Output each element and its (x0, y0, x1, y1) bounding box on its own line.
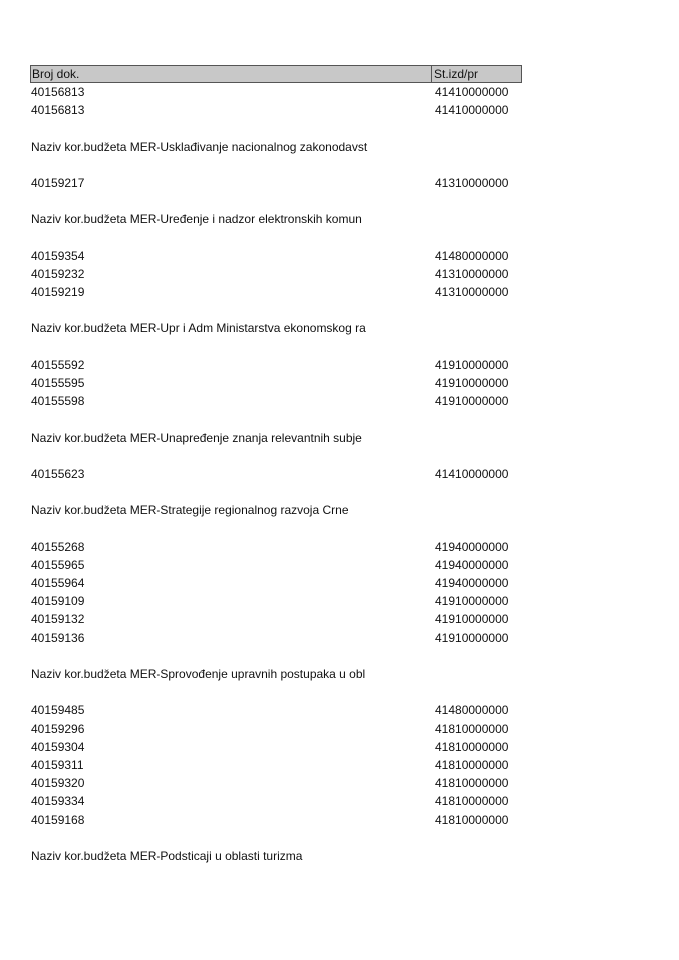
blank-row (30, 119, 522, 137)
doc-number-cell: 40159132 (31, 612, 85, 627)
table-row (30, 738, 522, 756)
blank-row (30, 520, 522, 538)
item-code-cell: 41310000000 (435, 175, 509, 190)
column-header-item-code: St.izd/pr (434, 67, 479, 81)
item-code-cell: 41810000000 (435, 794, 509, 809)
item-code-cell: 41910000000 (435, 394, 509, 409)
doc-number-cell: 40156813 (31, 103, 85, 118)
section-title-row (30, 210, 522, 228)
doc-number-cell: 40159304 (31, 739, 85, 754)
table-row (30, 701, 522, 719)
doc-number-cell: 40159354 (31, 248, 85, 263)
section-title-row (30, 665, 522, 683)
table-row (30, 629, 522, 647)
table-row (30, 574, 522, 592)
table-row (30, 247, 522, 265)
item-code-cell: 41910000000 (435, 630, 509, 645)
doc-number-cell: 40155592 (31, 357, 85, 372)
section-title-row (30, 138, 522, 156)
blank-row (30, 229, 522, 247)
doc-number-cell: 40155965 (31, 557, 85, 572)
item-code-cell: 41910000000 (435, 357, 509, 372)
doc-number-cell: 40159485 (31, 703, 85, 718)
section-title: Naziv kor.budžeta MER-Upr i Adm Ministarstva ekonomskog ra (31, 321, 366, 336)
table-row (30, 174, 522, 192)
doc-number-cell: 40155964 (31, 576, 85, 591)
doc-number-cell: 40155623 (31, 466, 85, 481)
item-code-cell: 41810000000 (435, 812, 509, 827)
doc-number-cell: 40159296 (31, 721, 85, 736)
spreadsheet-page (30, 65, 522, 865)
blank-row (30, 338, 522, 356)
item-code-cell: 41810000000 (435, 757, 509, 772)
item-code-cell: 41910000000 (435, 376, 509, 390)
table-row (30, 610, 522, 628)
item-code-cell: 41910000000 (435, 594, 509, 609)
item-code-cell: 41310000000 (435, 285, 509, 300)
section-title-row (30, 847, 522, 865)
blank-row (30, 647, 522, 665)
blank-row (30, 301, 522, 319)
doc-number-cell: 40159311 (31, 757, 84, 772)
table-row (30, 720, 522, 738)
column-header-doc-number: Broj dok. (32, 67, 80, 81)
item-code-cell: 41940000000 (435, 557, 509, 572)
doc-number-cell: 40159136 (31, 630, 85, 645)
table-row (30, 774, 522, 792)
item-code-cell: 41940000000 (435, 539, 509, 554)
section-title-row (30, 429, 522, 447)
item-code-cell: 41810000000 (435, 721, 509, 736)
doc-number-cell: 40155595 (31, 376, 85, 390)
blank-row (30, 156, 522, 174)
table-row (30, 465, 522, 483)
section-title: Naziv kor.budžeta MER-Podsticaji u oblasti turizma (31, 848, 303, 863)
item-code-cell: 41480000000 (435, 248, 509, 263)
doc-number-cell: 40155268 (31, 539, 85, 554)
blank-row (30, 447, 522, 465)
doc-number-cell: 40159232 (31, 266, 85, 281)
blank-row (30, 683, 522, 701)
blank-row (30, 483, 522, 501)
column-divider (431, 66, 432, 82)
blank-row (30, 410, 522, 428)
section-title: Naziv kor.budžeta MER-Uređenje i nadzor elektronskih komun (31, 212, 362, 227)
doc-number-cell: 40156813 (31, 85, 85, 99)
table-row (30, 83, 522, 101)
blank-row (30, 192, 522, 210)
item-code-cell: 41940000000 (435, 576, 509, 591)
item-code-cell: 41910000000 (435, 612, 509, 627)
doc-number-cell: 40159334 (31, 794, 85, 809)
item-code-cell: 41480000000 (435, 703, 509, 718)
table-row (30, 356, 522, 374)
table-row (30, 374, 522, 392)
doc-number-cell: 40155598 (31, 394, 85, 409)
section-title-row (30, 501, 522, 519)
table-row (30, 792, 522, 810)
table-header (30, 65, 522, 83)
table-row (30, 811, 522, 829)
table-row (30, 556, 522, 574)
table-row (30, 265, 522, 283)
table-row (30, 101, 522, 119)
section-title: Naziv kor.budžeta MER-Sprovođenje upravnih postupaka u obl (31, 667, 366, 681)
item-code-cell: 41810000000 (435, 739, 509, 754)
item-code-cell: 41810000000 (435, 776, 509, 791)
doc-number-cell: 40159168 (31, 812, 85, 827)
table-row (30, 283, 522, 301)
table-row (30, 538, 522, 556)
blank-row (30, 829, 522, 847)
item-code-cell: 41310000000 (435, 266, 509, 281)
table-row (30, 392, 522, 410)
doc-number-cell: 40159217 (31, 175, 85, 190)
doc-number-cell: 40159109 (31, 594, 85, 609)
doc-number-cell: 40159320 (31, 776, 85, 791)
section-title-row (30, 319, 522, 337)
table-body (30, 83, 522, 865)
item-code-cell: 41410000000 (435, 103, 509, 118)
section-title: Naziv kor.budžeta MER-Unapređenje znanja relevantnih subje (31, 430, 362, 445)
table-row (30, 756, 522, 774)
section-title: Naziv kor.budžeta MER-Strategije regionalnog razvoja Crne (31, 503, 349, 518)
item-code-cell: 41410000000 (435, 466, 509, 481)
table-row (30, 592, 522, 610)
section-title: Naziv kor.budžeta MER-Usklađivanje nacionalnog zakonodavst (31, 139, 368, 154)
doc-number-cell: 40159219 (31, 285, 85, 300)
item-code-cell: 41410000000 (435, 85, 509, 99)
